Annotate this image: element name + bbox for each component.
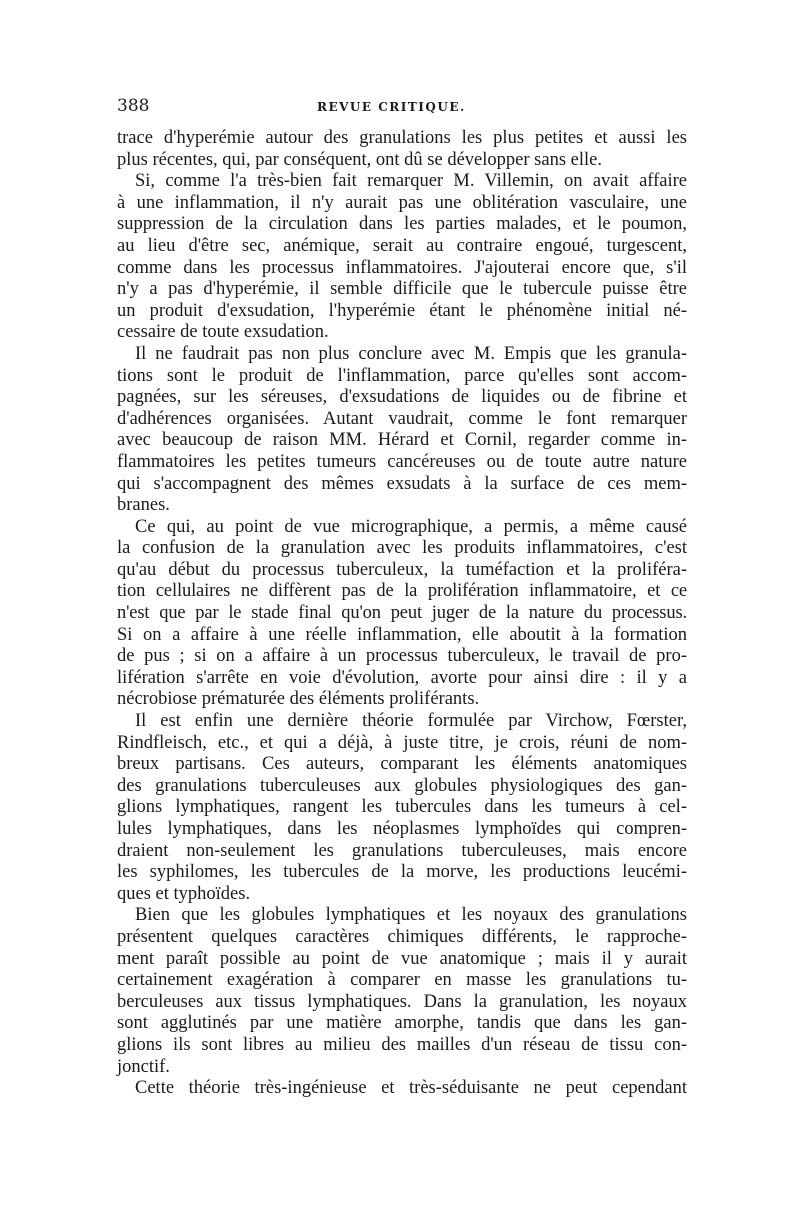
text-line: lules lymphatiques, dans les néoplasmes lymphoïdes qui compren- [117, 819, 687, 839]
running-title: REVUE CRITIQUE. [317, 100, 466, 114]
text-line: pagnées, sur les séreuses, d'exsudations de liquides ou de fibrine et [117, 387, 687, 408]
text-line: comme dans les processus inflammatoires. J'ajouterai encore que, s'il [117, 257, 687, 278]
text-line: à une inflammation, il n'y aurait pas une oblitération vasculaire, une [117, 192, 687, 213]
text-line: berculeuses aux tissus lymphatiques. Dans la granulation, les noyaux [117, 991, 687, 1012]
page-number: 388 [117, 96, 150, 116]
text-line: Si on a affaire à une réelle inflammation, elle aboutit à la formation [117, 624, 687, 645]
text-line: flammatoires les petites tumeurs cancéreuses ou de toute autre nature [117, 451, 687, 472]
text-line: Il est enfin une dernière théorie formulée par Virchow, Fœrster, [135, 711, 687, 732]
text-line: les syphilomes, les tubercules de la morve, les productions leucémi- [117, 862, 687, 883]
text-line: la confusion de la granulation avec les produits inflammatoires, c'est [117, 538, 687, 559]
text-line: breux partisans. Ces auteurs, comparant les éléments anatomiques [117, 754, 687, 775]
text-line: tion cellulaires ne diffèrent pas de la prolifération inflammatoire, et ce [117, 581, 687, 602]
text-line: d'adhérences organisées. Autant vaudrait, comme le font remarquer [117, 408, 687, 429]
text-line: présentent quelques caractères chimiques différents, le rapproche- [117, 926, 687, 947]
text-line: certainement exagération à comparer en masse les granulations tu- [117, 970, 687, 991]
page-header [117, 96, 685, 124]
text-line: ques et typhoïdes. [117, 883, 251, 904]
text-line: cessaire de toute exsudation. [117, 322, 329, 343]
text-line: draient non-seulement les granulations tuberculeuses, mais encore [117, 840, 687, 861]
text-line: Cette théorie très-ingénieuse et très-séduisante ne peut cependant [135, 1078, 687, 1099]
text-line: de pus ; si on a affaire à un processus tuberculeux, le travail de pro- [117, 646, 687, 667]
text-line: suppression de la circulation dans les parties malades, et le poumon, [117, 214, 687, 235]
text-line: ment paraît possible au point de vue anatomique ; mais il y aurait [117, 948, 687, 969]
text-line: lifération s'arrête en voie d'évolution, avorte pour ainsi dire : il y a [117, 667, 687, 688]
text-line: qui s'accompagnent des mêmes exsudats à la surface de ces mem- [117, 473, 687, 494]
text-line: jonctif. [117, 1056, 170, 1077]
text-line: plus récentes, qui, par conséquent, ont dû se développer sans elle. [117, 149, 602, 170]
text-line: des granulations tuberculeuses aux globules physiologiques des gan- [117, 775, 687, 796]
text-line: qu'au début du processus tuberculeux, la tuméfaction et la proliféra- [117, 559, 687, 580]
text-line: avec beaucoup de raison MM. Hérard et Cornil, regarder comme in- [117, 430, 687, 451]
text-line: n'y a pas d'hyperémie, il semble difficile que le tubercule puisse être [117, 279, 687, 300]
text-line: tions sont le produit de l'inflammation, parce qu'elles sont accom- [117, 365, 687, 386]
text-line: Si, comme l'a très-bien fait remarquer M. Villemin, on avait affaire [135, 171, 687, 192]
text-line: au lieu d'être sec, anémique, serait au contraire engoué, turgescent, [117, 235, 687, 256]
text-line: glions lymphatiques, rangent les tubercules dans les tumeurs à cel- [117, 797, 687, 818]
text-line: Rindfleisch, etc., et qui a déjà, à juste titre, je crois, réuni de nom- [117, 732, 687, 753]
text-line: n'est que par le stade final qu'on peut juger de la nature du processus. [117, 603, 687, 624]
text-line: Il ne faudrait pas non plus conclure avec M. Empis que les granula- [135, 343, 687, 364]
text-line: trace d'hyperémie autour des granulations les plus petites et aussi les [117, 128, 687, 148]
text-line: sont agglutinés par une matière amorphe, tandis que dans les gan- [117, 1013, 687, 1034]
body-text [117, 128, 687, 1100]
text-line: Ce qui, au point de vue micrographique, a permis, a même causé [135, 516, 687, 537]
text-line: glions ils sont libres au milieu des mailles d'un réseau de tissu con- [117, 1034, 687, 1055]
text-line: nécrobiose prématurée des éléments proliférants. [117, 689, 480, 710]
text-line: branes. [117, 495, 170, 516]
text-line: Bien que les globules lymphatiques et les noyaux des granulations [135, 905, 687, 926]
text-line: un produit d'exsudation, l'hyperémie étant le phénomène initial né- [117, 300, 687, 321]
